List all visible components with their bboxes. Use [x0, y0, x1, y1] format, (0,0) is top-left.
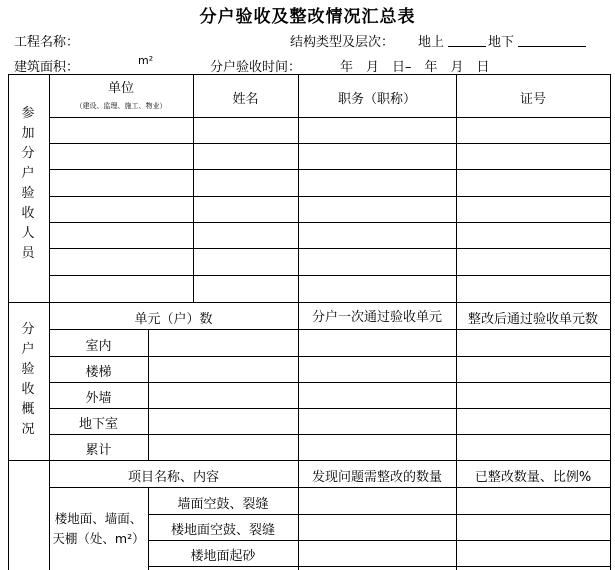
structure-type-label: 结构类型及层次： [290, 35, 395, 50]
above-ground-label: 地上 [418, 35, 445, 50]
col-header-item: 项目名称、内容 [127, 470, 219, 485]
col-header-unit-note: （建设、监理、施工、物业） [75, 102, 167, 110]
col-header-units: 单元（户）数 [134, 312, 213, 327]
issue-item-floor-sanding: 楼地面起砂 [190, 549, 256, 564]
personnel-side-label: 参 加 分 户 验 收 人 员 [21, 106, 35, 261]
issue-group-label-line2: 天棚（处、m²） [52, 531, 145, 546]
building-area-label: 建筑面积： [14, 60, 80, 75]
col-header-after-fix: 整改后通过验收单元数 [467, 312, 598, 327]
area-unit: m² [138, 54, 154, 67]
overview-row-exterior-wall: 外墙 [85, 391, 112, 406]
col-header-found: 发现问题需整改的数量 [311, 470, 442, 485]
overview-side-label: 分 户 验 收 概 况 [21, 322, 35, 437]
acceptance-time-value: 年 月 日– 年 月 日 [340, 60, 490, 75]
below-ground-label: 地下 [488, 35, 515, 50]
col-header-fixed: 已整改数量、比例% [474, 470, 592, 485]
col-header-first-pass: 分户一次通过验收单元 [311, 310, 442, 325]
col-header-cert: 证号 [519, 92, 546, 107]
issue-group-label-line1: 楼地面、墙面、 [54, 511, 143, 526]
overview-row-basement: 地下室 [78, 417, 118, 432]
overview-row-stairs: 楼梯 [85, 365, 112, 380]
overview-row-indoor: 室内 [85, 339, 112, 354]
overview-row-total: 累计 [85, 443, 112, 458]
project-name-label: 工程名称： [14, 35, 80, 50]
issue-item-wall-hollow: 墙面空鼓、裂缝 [177, 497, 269, 512]
acceptance-time-label: 分户验收时间： [210, 60, 302, 75]
col-header-unit: 单位 [107, 81, 134, 96]
col-header-title: 职务（职称） [337, 92, 416, 107]
col-header-name: 姓名 [232, 92, 259, 107]
page-title: 分户验收及整改情况汇总表 [199, 7, 416, 27]
issue-item-floor-hollow: 楼地面空鼓、裂缝 [170, 523, 275, 538]
